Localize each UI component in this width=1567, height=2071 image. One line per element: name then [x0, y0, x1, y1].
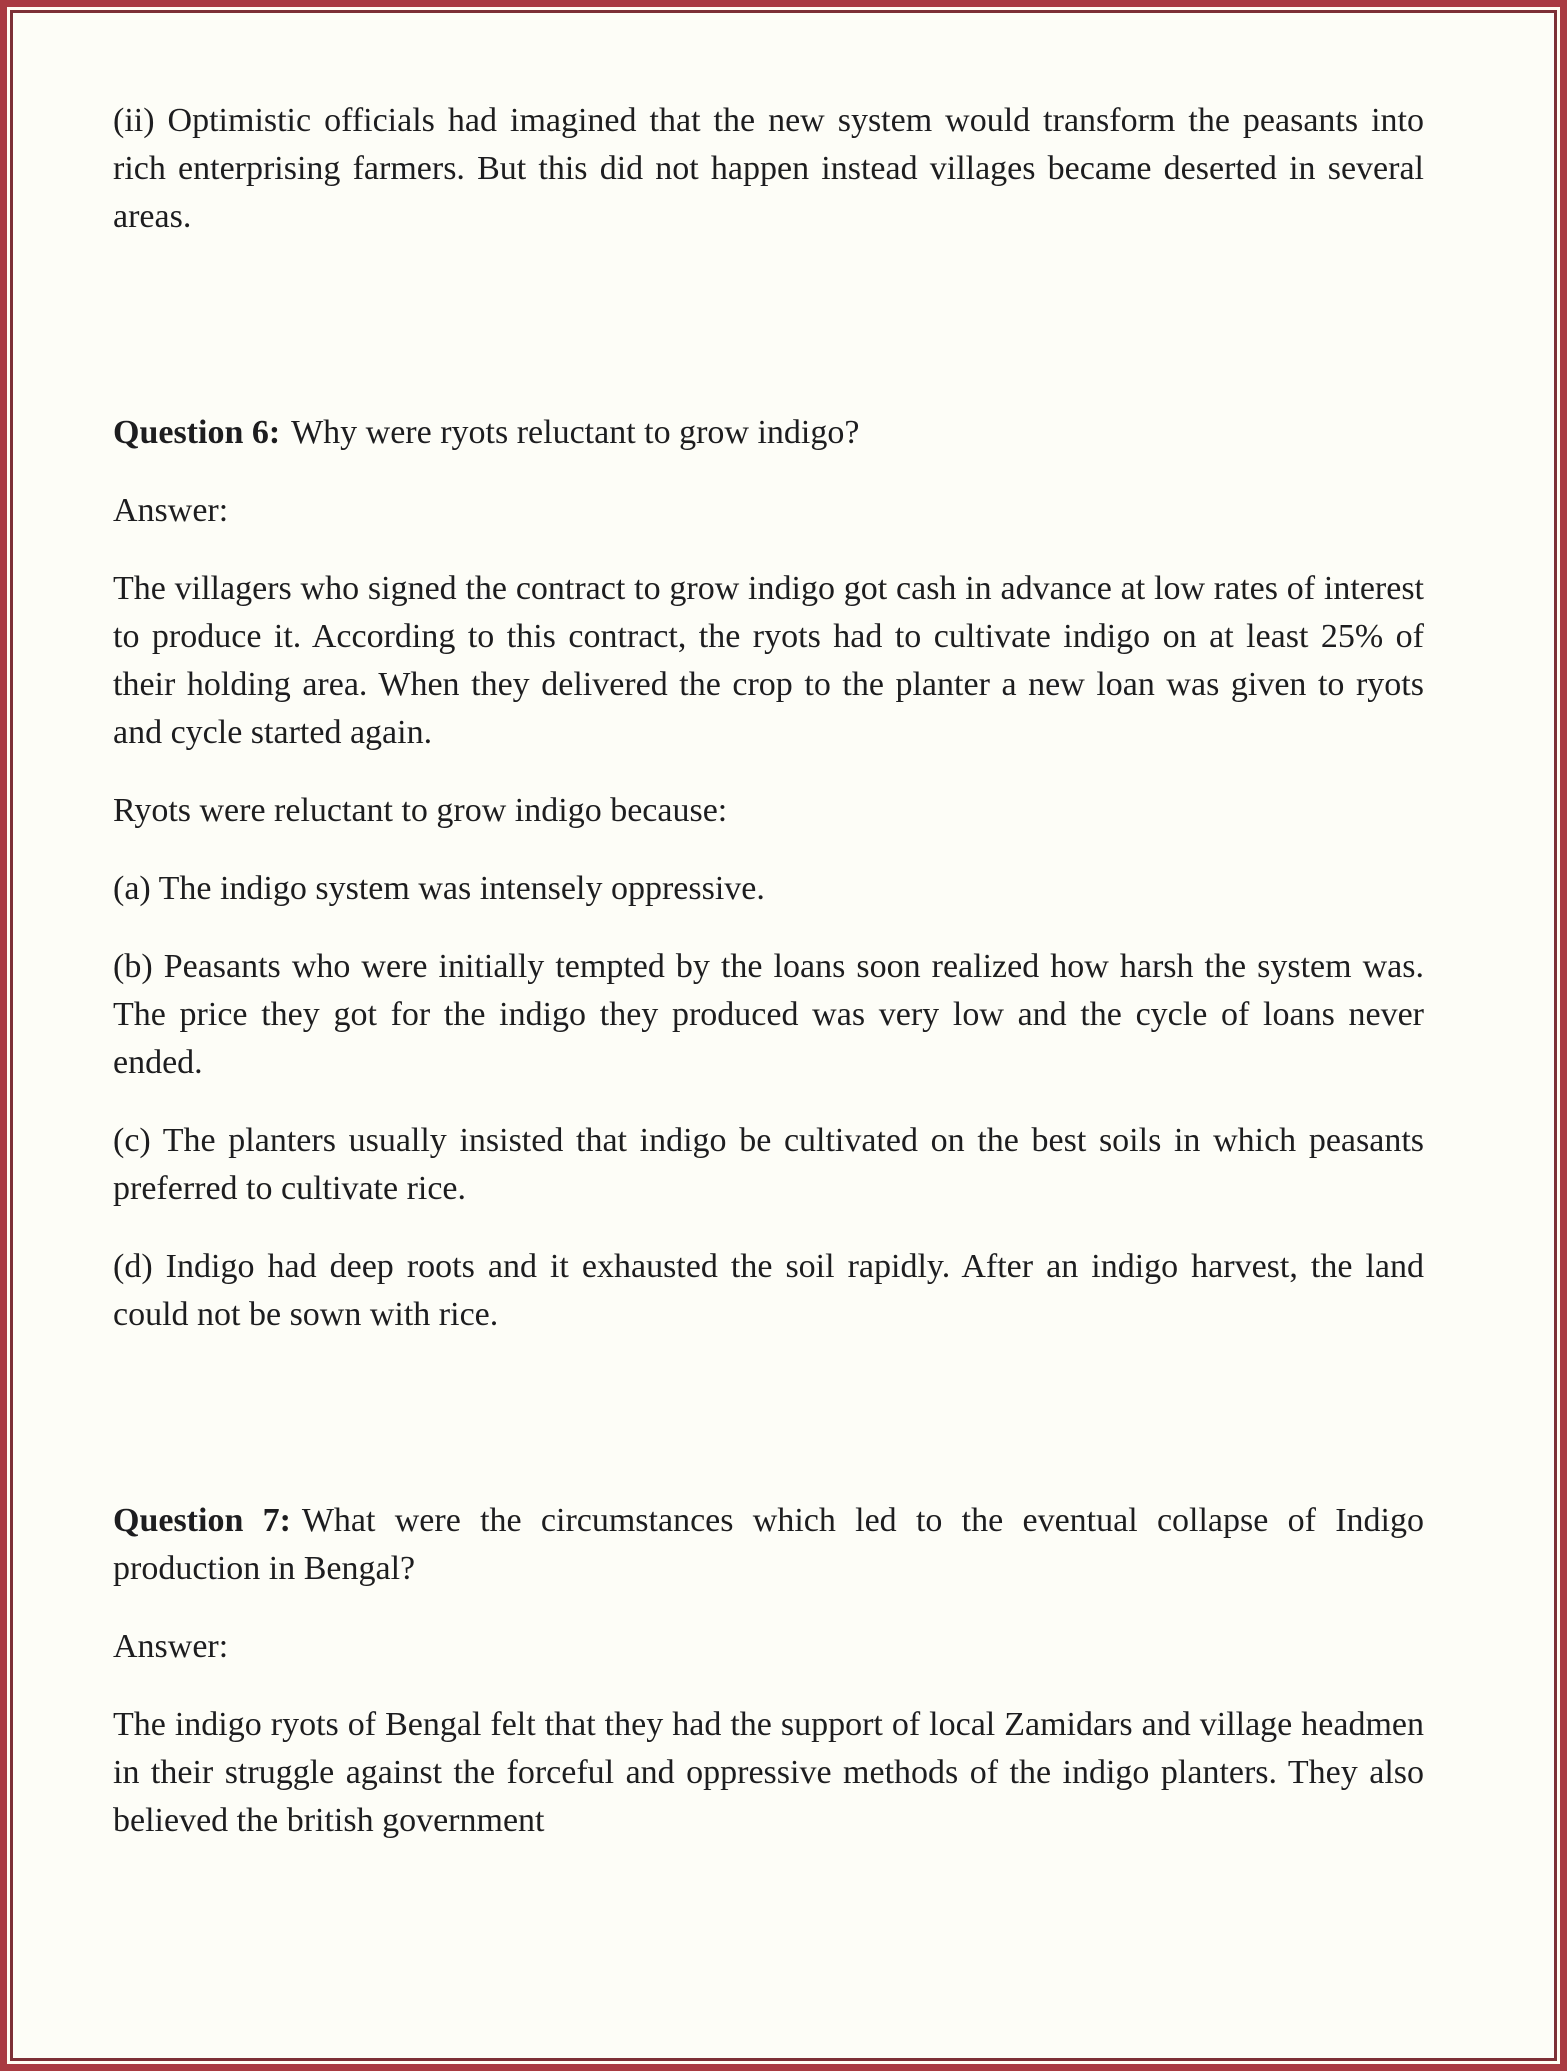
point-ii-paragraph: (ii) Optimistic officials had imagined that the new system would transform the peasants into rich enterprising farmers. But this did not happen instead villages became deserted in several areas. — [113, 102, 1424, 235]
question-7-heading — [113, 1497, 1424, 1593]
question-6-heading — [113, 409, 1424, 457]
question-6-answer-label: Answer: — [113, 492, 229, 529]
question-6-reason-c: (c) The planters usually insisted that indigo be cultivated on the best soils in which peasants preferred to cultivate rice. — [113, 1122, 1424, 1207]
question-6-reasons-intro: Ryots were reluctant to grow indigo because: — [113, 792, 728, 829]
question-6-label: Question 6: — [113, 414, 281, 451]
document-page — [10, 10, 1557, 2061]
question-7-answer-label: Answer: — [113, 1628, 229, 1665]
question-6-text: Why were ryots reluctant to grow indigo? — [291, 414, 860, 451]
question-7-answer-paragraph: The indigo ryots of Bengal felt that they had the support of local Zamidars and village headmen in their struggle against the forceful and oppressive methods of the indigo planters. They also believed the british government — [113, 1706, 1424, 1839]
question-7-text: What were the circumstances which led to the eventual collapse of Indigo production in Bengal? — [113, 1502, 1424, 1587]
question-7-label: Question 7: — [113, 1502, 291, 1539]
question-6-reason-a: (a) The indigo system was intensely oppressive. — [113, 870, 765, 907]
question-6-reason-b: (b) Peasants who were initially tempted by the loans soon realized how harsh the system was. The price they got for the indigo they produced was very low and the cycle of loans never ended. — [113, 948, 1424, 1081]
question-6-answer-paragraph: The villagers who signed the contract to grow indigo got cash in advance at low rates of interest to produce it. According to this contract, the ryots had to cultivate indigo on at least 25% of their holding area. When they delivered the crop to the planter a new loan was given to ryots and cycle started again. — [113, 570, 1424, 751]
question-6-reason-d: (d) Indigo had deep roots and it exhausted the soil rapidly. After an indigo harvest, the land could not be sown with rice. — [113, 1248, 1424, 1333]
